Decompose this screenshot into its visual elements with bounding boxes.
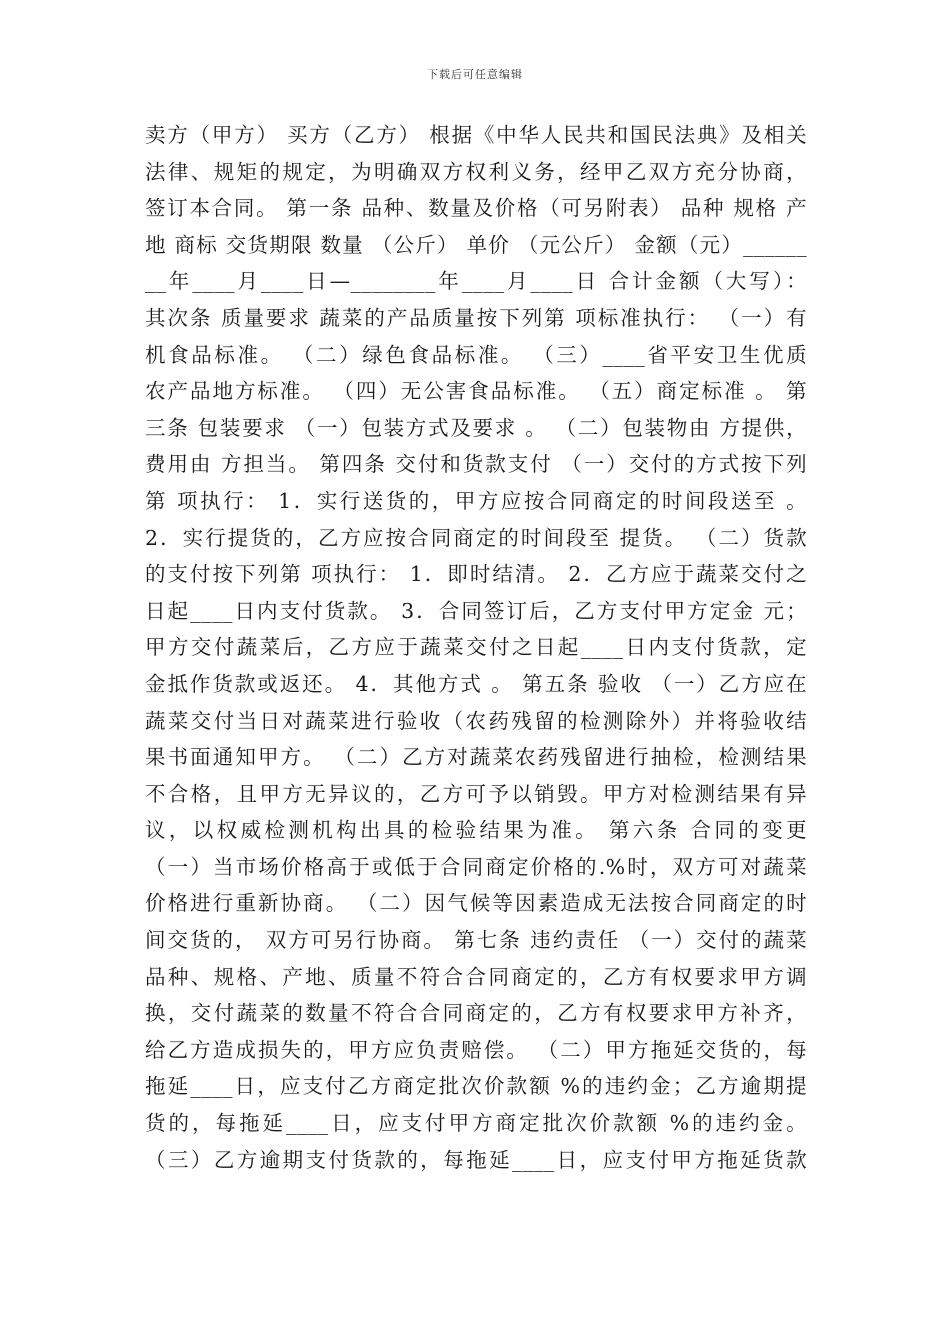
contract-line: 换，交付蔬菜的数量不符合合同商定的，乙方有权要求甲方补齐， [145,1001,807,1026]
contract-line: 卖方（甲方） 买方（乙方） 根据《中华人民共和国民法典》及相关 [145,123,807,147]
contract-line: 地 商标 交货期限 数量 （公斤） 单价 （元公斤） 金额（元）______ [145,232,807,257]
contract-line: __年____月____日—________年____月____日 合计金额（大写）： [145,269,807,294]
contract-line: 日起____日内支付货款。 3．合同签订后，乙方支付甲方定金 元； [145,598,807,623]
contract-line: 价格进行重新协商。 （二）因气候等因素造成无法按合同商定的时 [145,891,807,916]
contract-line: 间交货的， 双方可另行协商。 第七条 违约责任 （一）交付的蔬菜 [145,928,807,953]
contract-line: 不合格，且甲方无异议的，乙方可予以销毁。甲方对检测结果有异 [145,781,807,806]
contract-line: 议，以权威检测机构出具的检验结果为准。 第六条 合同的变更 [145,818,807,843]
header-note: 下载后可任意编辑 [427,68,523,81]
contract-line: 其次条 质量要求 蔬菜的产品质量按下列第 项标准执行： （一）有 [145,305,807,330]
contract-line: 的支付按下列第 项执行： 1．即时结清。 2．乙方应于蔬菜交付之 [145,562,807,587]
contract-line: 农产品地方标准。 （四）无公害食品标准。 （五）商定标准 。 第 [145,379,807,404]
contract-line: 金抵作货款或返还。 4．其他方式 。 第五条 验收 （一）乙方应在 [145,671,807,696]
contract-line: （三）乙方逾期支付货款的，每拖延____日，应支付甲方拖延货款 [145,1147,807,1172]
contract-line: 甲方交付蔬菜后，乙方应于蔬菜交付之日起____日内支付货款，定 [145,635,807,660]
contract-line: 签订本合同。 第一条 品种、数量及价格（可另附表） 品种 规格 产 [145,196,807,221]
contract-line: （一）当市场价格高于或低于合同商定价格的.%时，双方可对蔬菜 [145,854,807,879]
contract-line: 拖延____日，应支付乙方商定批次价款额 %的违约金；乙方逾期提 [145,1074,807,1099]
contract-line: 第 项执行： 1．实行送货的，甲方应按合同商定的时间段送至 。 [145,488,807,513]
contract-body [145,117,807,1178]
contract-line: 品种、规格、产地、质量不符合合同商定的，乙方有权要求甲方调 [145,964,807,989]
contract-line: 果书面通知甲方。 （二）乙方对蔬菜农药残留进行抽检，检测结果 [145,745,807,770]
contract-line: 法律、规矩的规定，为明确双方权利义务，经甲乙双方充分协商， [145,159,807,184]
contract-line: 给乙方造成损失的，甲方应负责赔偿。 （二）甲方拖延交货的，每 [145,1037,807,1062]
contract-line: 2．实行提货的，乙方应按合同商定的时间段至 提货。 （二）货款 [145,525,807,550]
contract-line: 蔬菜交付当日对蔬菜进行验收（农药残留的检测除外）并将验收结 [145,708,807,733]
contract-line: 三条 包装要求 （一）包装方式及要求 。 （二）包装物由 方提供， [145,415,807,440]
contract-line: 费用由 方担当。 第四条 交付和货款支付 （一）交付的方式按下列 [145,452,807,477]
contract-line: 机食品标准。 （二）绿色食品标准。 （三）____省平安卫生优质 [145,342,807,367]
contract-line: 货的，每拖延____日，应支付甲方商定批次价款额 %的违约金。 [145,1111,807,1136]
